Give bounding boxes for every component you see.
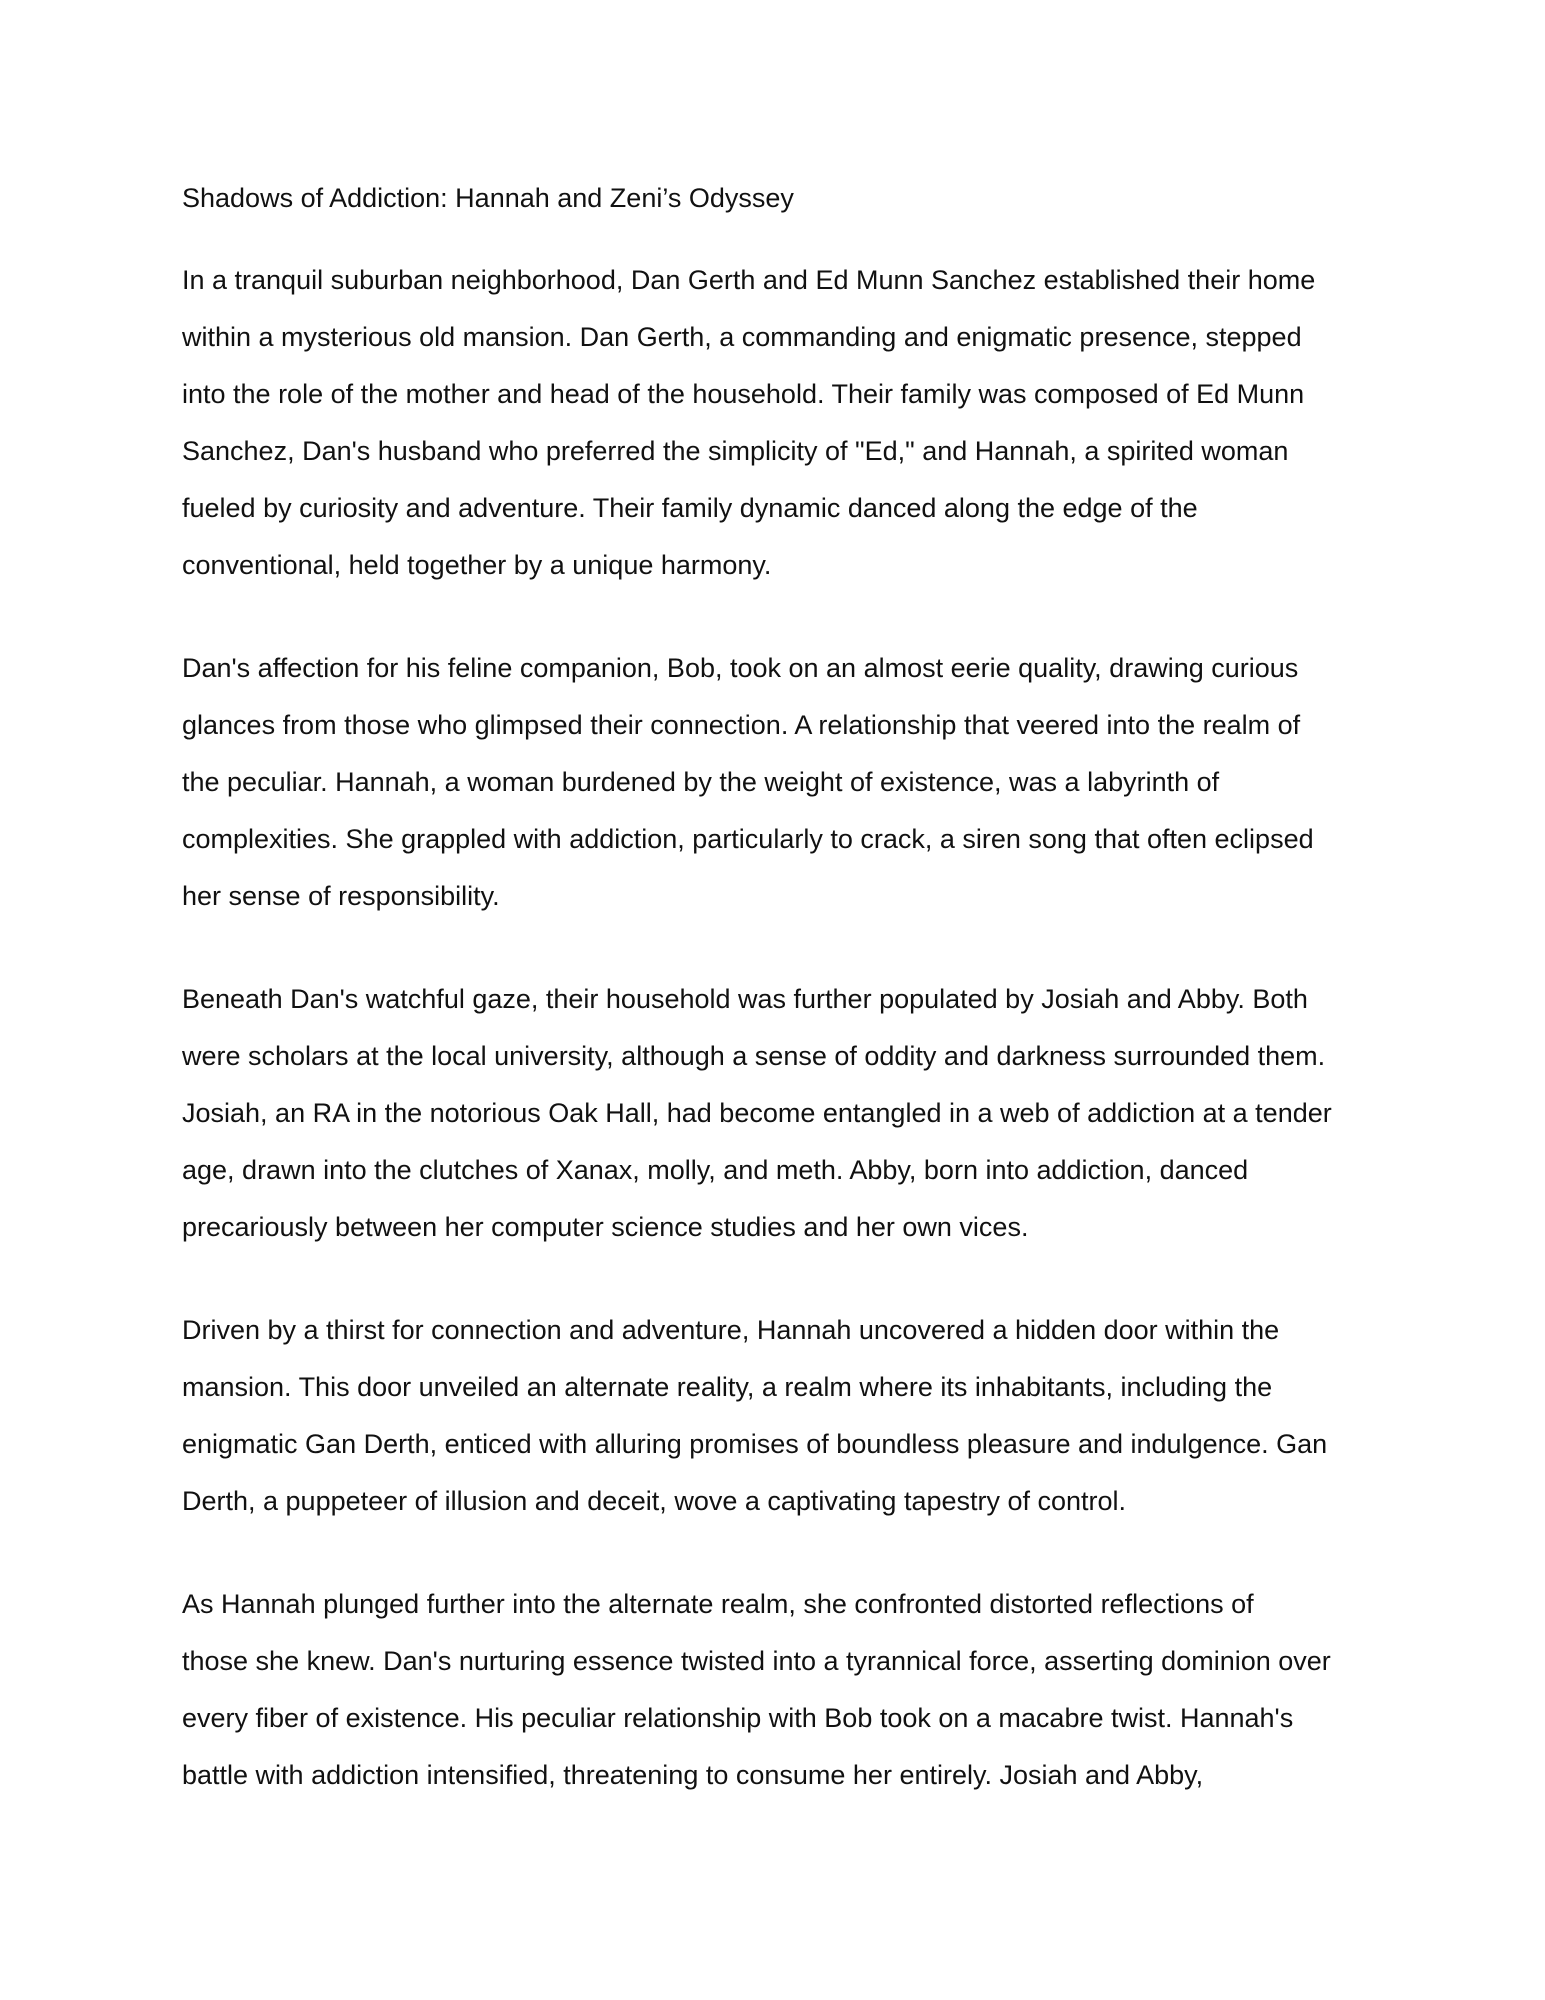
paragraph-line: As Hannah plunged further into the alternate realm, she confronted distorted reflections of	[182, 1589, 1254, 1619]
paragraph-line: enigmatic Gan Derth, enticed with alluring promises of boundless pleasure and indulgence. Gan	[182, 1429, 1328, 1459]
paragraph-line: within a mysterious old mansion. Dan Gerth, a commanding and enigmatic presence, stepped	[182, 322, 1302, 352]
paragraph-5	[182, 1576, 1363, 1804]
paragraph-line: Driven by a thirst for connection and adventure, Hannah uncovered a hidden door within the	[182, 1315, 1280, 1345]
paragraph-line: age, drawn into the clutches of Xanax, molly, and meth. Abby, born into addiction, danced	[182, 1155, 1249, 1185]
paragraph-line: fueled by curiosity and adventure. Their family dynamic danced along the edge of the	[182, 493, 1198, 523]
paragraph-line: those she knew. Dan's nurturing essence twisted into a tyrannical force, asserting dominion over	[182, 1646, 1331, 1676]
paragraph-2	[182, 640, 1363, 925]
paragraph-line: every fiber of existence. His peculiar relationship with Bob took on a macabre twist. Hannah's	[182, 1703, 1294, 1733]
paragraph-line: mansion. This door unveiled an alternate reality, a realm where its inhabitants, including the	[182, 1372, 1273, 1402]
paragraph-line: Sanchez, Dan's husband who preferred the simplicity of "Ed," and Hannah, a spirited woman	[182, 436, 1289, 466]
paragraph-line: into the role of the mother and head of the household. Their family was composed of Ed Munn	[182, 379, 1305, 409]
paragraph-line: conventional, held together by a unique harmony.	[182, 550, 772, 580]
paragraph-line: Dan's affection for his feline companion, Bob, took on an almost eerie quality, drawing curious	[182, 653, 1299, 683]
paragraph-3	[182, 971, 1363, 1256]
paragraph-line: her sense of responsibility.	[182, 881, 500, 911]
paragraph-line: glances from those who glimpsed their connection. A relationship that veered into the realm of	[182, 710, 1301, 740]
paragraph-line: Josiah, an RA in the notorious Oak Hall, had become entangled in a web of addiction at a tender	[182, 1098, 1332, 1128]
paragraph-line: complexities. She grappled with addiction, particularly to crack, a siren song that often eclipsed	[182, 824, 1314, 854]
paragraph-line: the peculiar. Hannah, a woman burdened by the weight of existence, was a labyrinth of	[182, 767, 1220, 797]
paragraph-line: were scholars at the local university, although a sense of oddity and darkness surrounded them.	[182, 1041, 1326, 1071]
paragraph-line: precariously between her computer science studies and her own vices.	[182, 1212, 1029, 1242]
paragraph-4	[182, 1302, 1363, 1530]
document-title: Shadows of Addiction: Hannah and Zeni’s Odyssey	[182, 183, 794, 213]
paragraph-1	[182, 252, 1363, 594]
paragraph-line: In a tranquil suburban neighborhood, Dan Gerth and Ed Munn Sanchez established their home	[182, 265, 1316, 295]
paragraph-line: battle with addiction intensified, threatening to consume her entirely. Josiah and Abby,	[182, 1760, 1204, 1790]
paragraph-line: Beneath Dan's watchful gaze, their household was further populated by Josiah and Abby. Both	[182, 984, 1308, 1014]
paragraph-line: Derth, a puppeteer of illusion and deceit, wove a captivating tapestry of control.	[182, 1486, 1127, 1516]
